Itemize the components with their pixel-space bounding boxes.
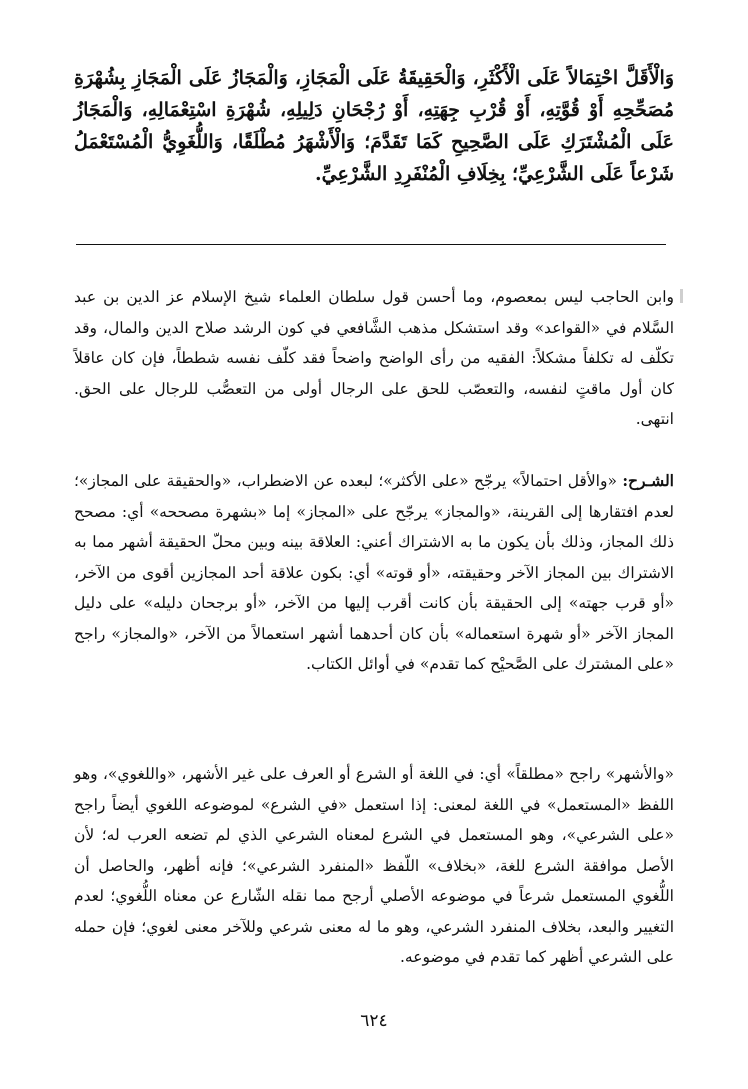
sharh-label: الشـرح: [622, 471, 674, 490]
page-number: ٦٢٤ [360, 1011, 388, 1031]
matn-text-block: وَالْأَقَلَّ احْتِمَالاً عَلَى الْأَكْثَرِ، وَالْحَقِيقَةُ عَلَى الْمَجَازِ، وَالْمَجَازُ عَلَى الْمَجَازِ بِشُهْرَةِ مُصَحِّحِهِ أَوْ قُوَّتِهِ، أَوْ قُرْبِ جِهَتِهِ، أَوْ رُجْحَانِ دَلِيلِهِ، شُهْرَةِ اسْتِعْمَالِهِ، وَالْمَجَازُ عَلَى الْمُشْتَرَكِ عَلَى الصَّحِيحِ كَمَا تَقَدَّمَ؛ وَالْأَشْهَرُ مُطْلَقًا، وَاللُّغَوِيُّ الْمُسْتَعْمَلُ شَرْعاً عَلَى الشَّرْعِيِّ؛ بِخِلَافِ الْمُنْفَرِدِ الشَّرْعِيِّ. [74, 67, 674, 185]
margin-mark [680, 289, 683, 303]
commentary-paragraph-3: «والأشهر» راجح «مطلقاً» أي: في اللغة أو الشرع أو العرف على غير الأشهر، «واللغوي»، وهو اللفظ «المستعمل» في اللغة لمعنى: إذا استعمل «في الشرع» لموضوعه اللغوي أيضاً راجح «على الشرعي»، وهو المستعمل في الشرع لمعناه الشرعي الذي لم تضعه العرب له؛ لأن الأصل موافقة الشرع للغة، «بخلاف» اللّفظ «المنفرد الشرعي»؛ فإنه أظهر، والحاصل أن اللُّغوي المستعمل شرعاً في موضوعه الأصلي أرجح مما نقله الشّارع عن معناه اللُّغوي؛ لعدم التغيير والبعد، بخلاف المنفرد الشرعي، وهو ما له معنى شرعي وللآخر معنى لغوي؛ فإن حمله على الشرعي أظهر كما تقدم في موضوعه. [74, 765, 674, 966]
commentary-paragraph-1: وابن الحاجب ليس بمعصوم، وما أحسن قول سلطان العلماء شيخ الإسلام عز الدين بن عبد السَّلام في «القواعد» وقد استشكل مذهب الشَّافعي في كون الرشد صلاح الدين والمال، وقد تكلّف له تكلفاً مشكلاً: الفقيه من رأى الواضح واضحاً فقد كلّف نفسه شططاً، فإن كان عاقلاً كان أول ماقتٍ لنفسه، والتعصّب للحق على الرجال أولى من التعصُّب للرجال على الحق. انتهى. [74, 288, 674, 428]
commentary-paragraph-2 [74, 466, 674, 680]
separator-rule [76, 244, 666, 245]
sharh-text: «والأقل احتمالاً» يرجّح «على الأكثر»؛ لبعده عن الاضطراب، «والحقيقة على المجاز»؛ لعدم افتقارها إلى القرينة، «والمجاز» يرجّح على «المجاز» إما «بشهرة مصححه» أي: مصحح ذلك المجاز، وذلك بأن يكون ما به الاشتراك أعني: العلاقة بينه وبين محلّ الحقيقة أشهر مما به الاشتراك بين المجاز الآخر وحقيقته، «أو قوته» أي: بكون علاقة أحد المجازين أقوى من الآخر، «أو قرب جهته» إلى الحقيقة بأن كانت أقرب إليها من الآخر، «أو برجحان دليله» على دليل المجاز الآخر «أو شهرة استعماله» بأن كان أحدهما أشهر استعمالاً من الآخر، «والمجاز» راجح «على المشترك على الصَّحيْح كما تقدم» في أوائل الكتاب. [74, 472, 674, 673]
